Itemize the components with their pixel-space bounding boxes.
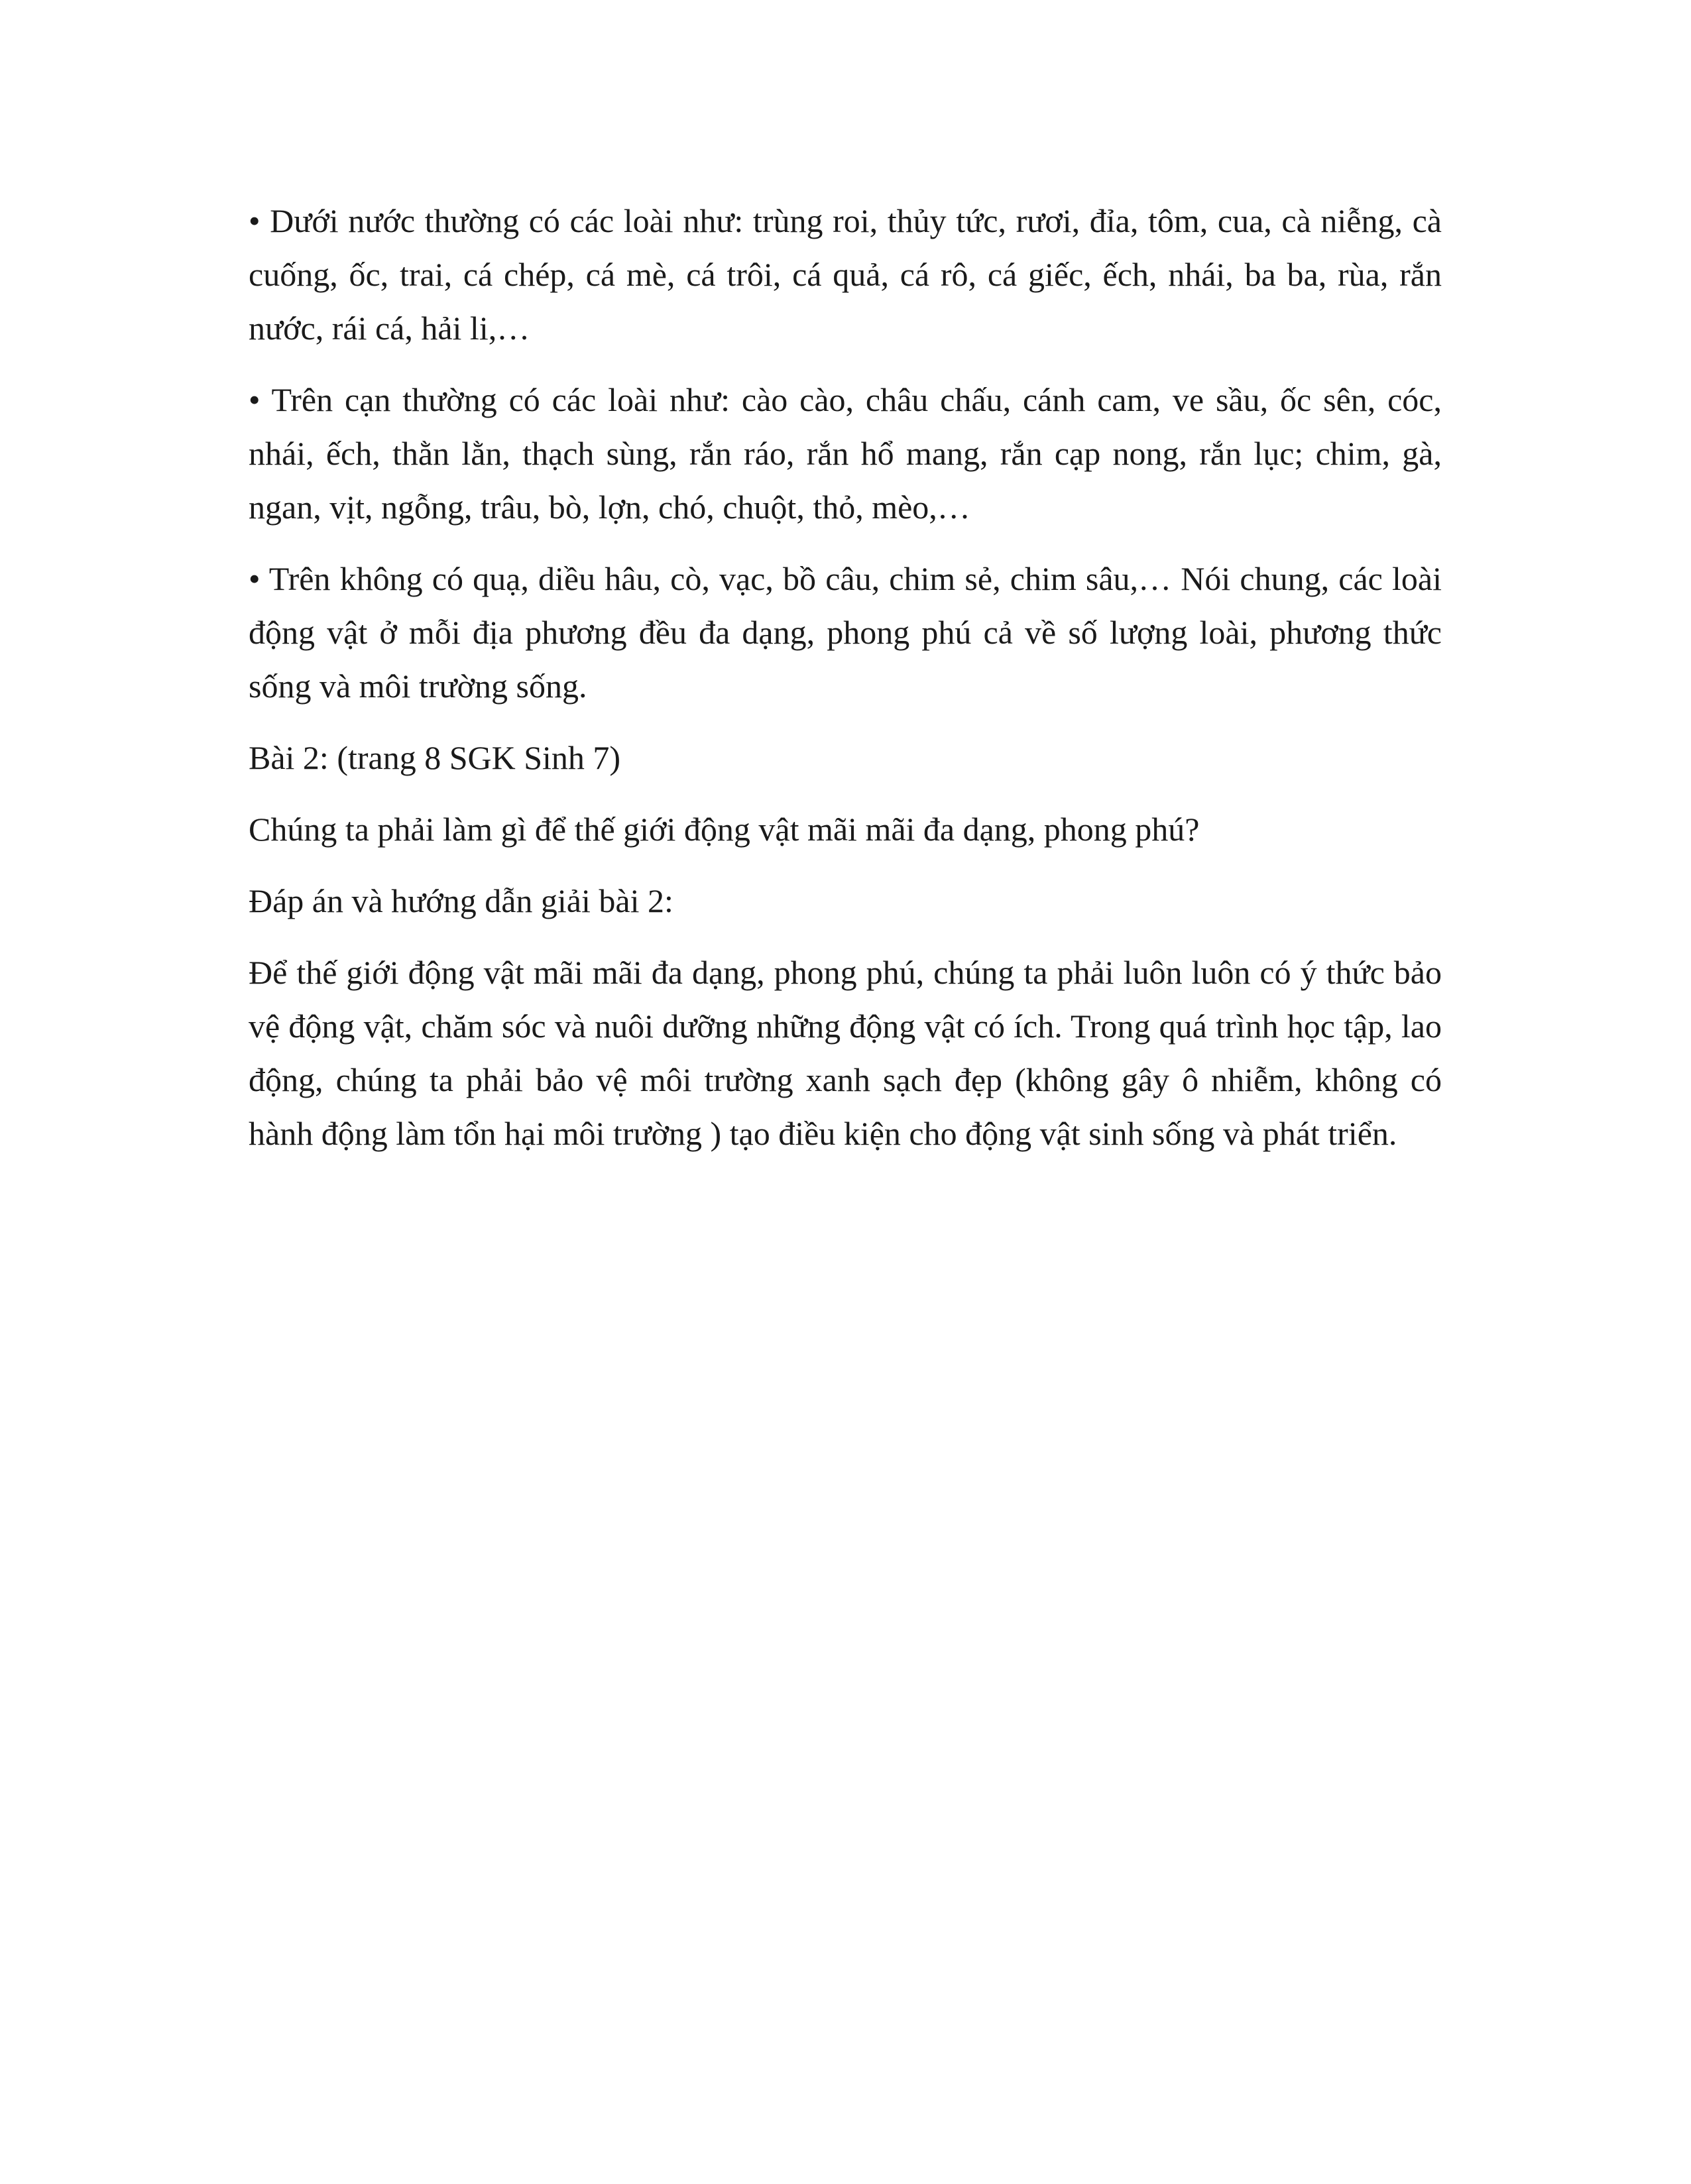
bullet-marker: •	[249, 202, 261, 239]
document-body	[249, 194, 1442, 1178]
bullet-marker: •	[249, 381, 261, 418]
bullet-paragraph-air	[249, 552, 1442, 713]
bullet-text: Dưới nước thường có các loài như: trùng roi, thủy tức, rươi, đỉa, tôm, cua, cà niễng, cà cuống, ốc, trai, cá chép, cá mè, cá trôi, cá quả, cá rô, cá giếc, ếch, nhái, ba ba, rùa, rắn nước, rái cá, hải li,…	[249, 202, 1442, 347]
exercise-question: Chúng ta phải làm gì để thế giới động vật mãi mãi đa dạng, phong phú?	[249, 811, 1200, 848]
bullet-paragraph-land	[249, 373, 1442, 534]
answer-paragraph: Để thế giới động vật mãi mãi đa dạng, phong phú, chúng ta phải luôn luôn có ý thức bảo vệ động vật, chăm sóc và nuôi dưỡng những động vật có ích. Trong quá trình học tập, lao động, chúng ta phải bảo vệ môi trường xanh sạch đẹp (không gây ô nhiễm, không có hành động làm tổn hại môi trường ) tạo điều kiện cho động vật sinh sống và phát triển.	[249, 954, 1442, 1152]
bullet-paragraph-underwater	[249, 194, 1442, 355]
exercise-heading: Bài 2: (trang 8 SGK Sinh 7)	[249, 739, 621, 776]
answer-heading: Đáp án và hướng dẫn giải bài 2:	[249, 882, 673, 919]
bullet-text: Trên cạn thường có các loài như: cào cào, châu chấu, cánh cam, ve sầu, ốc sên, cóc, nhái, ếch, thằn lằn, thạch sùng, rắn ráo, rắn hổ mang, rắn cạp nong, rắn lục; chim, gà, ngan, vịt, ngỗng, trâu, bò, lợn, chó, chuột, thỏ, mèo,…	[249, 381, 1442, 526]
bullet-marker: •	[249, 560, 261, 597]
bullet-text: Trên không có quạ, diều hâu, cò, vạc, bồ câu, chim sẻ, chim sâu,… Nói chung, các loài động vật ở mỗi địa phương đều đa dạng, phong phú cả về số lượng loài, phương thức sống và môi trường sống.	[249, 560, 1442, 705]
